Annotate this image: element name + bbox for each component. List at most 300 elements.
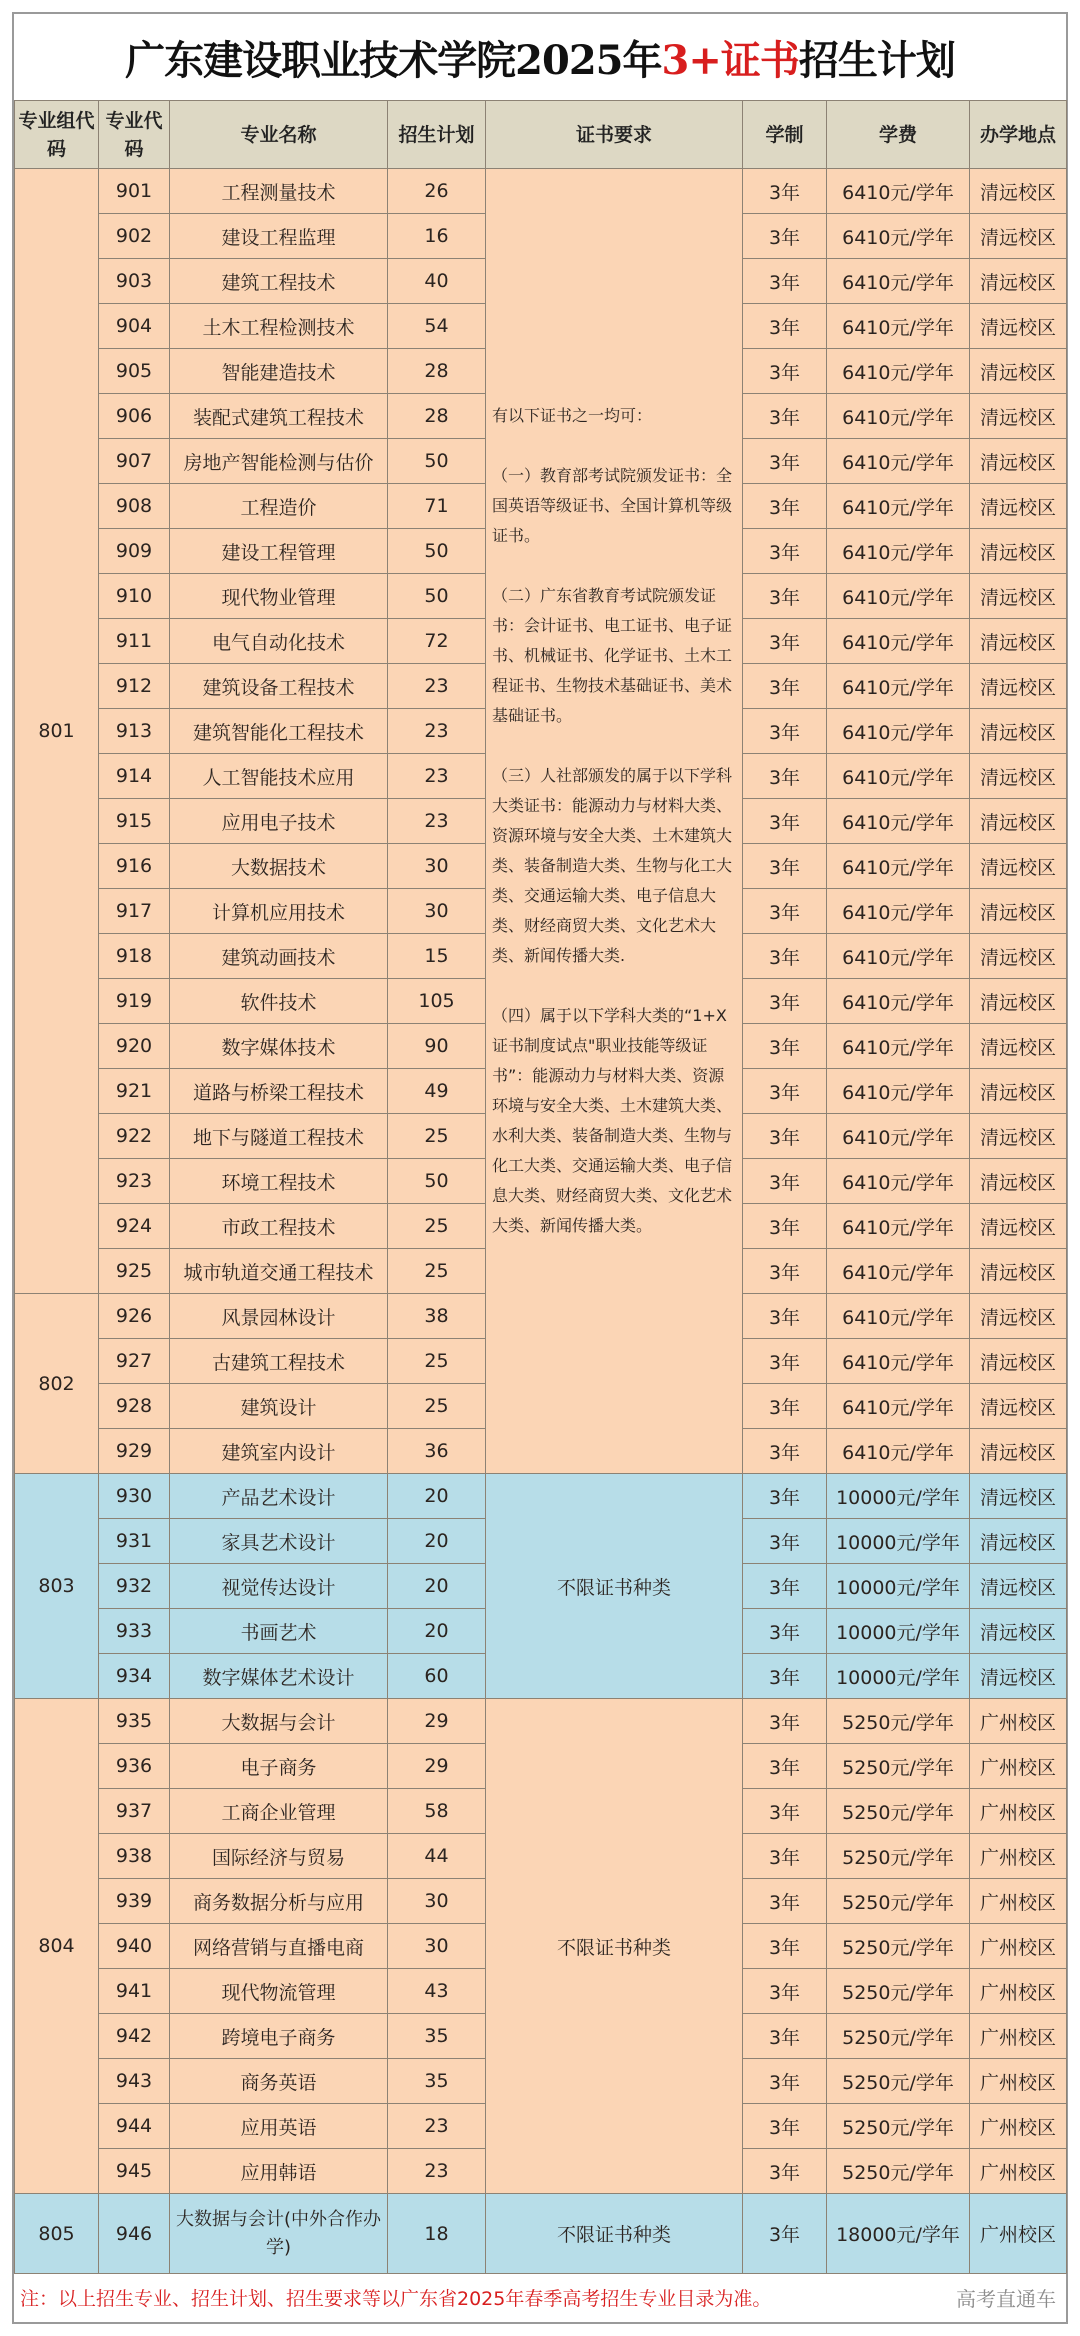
major-name-cell: 环境工程技术 [170,1159,388,1204]
major-name-cell: 数字媒体艺术设计 [170,1654,388,1699]
fee-cell: 6410元/学年 [827,709,970,754]
major-name-cell: 电气自动化技术 [170,619,388,664]
campus-cell: 广州校区 [970,2149,1067,2194]
group-code-cell: 801 [15,169,99,1294]
major-code-cell: 944 [99,2104,170,2149]
table-body [15,169,1067,2274]
years-cell: 3年 [743,664,827,709]
major-code-cell: 906 [99,394,170,439]
major-name-cell: 土木工程检测技术 [170,304,388,349]
major-code-cell: 930 [99,1474,170,1519]
plan-cell: 50 [388,529,486,574]
major-code-cell: 903 [99,259,170,304]
years-cell: 3年 [743,1969,827,2014]
plan-cell: 20 [388,1474,486,1519]
major-name-cell: 工商企业管理 [170,1789,388,1834]
years-cell: 3年 [743,304,827,349]
fee-cell: 5250元/学年 [827,1834,970,1879]
campus-cell: 清远校区 [970,169,1067,214]
years-cell: 3年 [743,754,827,799]
years-cell: 3年 [743,1114,827,1159]
plan-cell: 29 [388,1699,486,1744]
major-code-cell: 941 [99,1969,170,2014]
plan-cell: 60 [388,1654,486,1699]
major-code-cell: 904 [99,304,170,349]
fee-cell: 6410元/学年 [827,394,970,439]
header-cert: 证书要求 [486,101,743,169]
fee-cell: 6410元/学年 [827,1294,970,1339]
fee-cell: 5250元/学年 [827,1924,970,1969]
fee-cell: 6410元/学年 [827,259,970,304]
plan-cell: 20 [388,1564,486,1609]
footnote-row [14,2272,1066,2322]
major-name-cell: 商务数据分析与应用 [170,1879,388,1924]
years-cell: 3年 [743,1654,827,1699]
fee-cell: 10000元/学年 [827,1474,970,1519]
campus-cell: 清远校区 [970,709,1067,754]
years-cell: 3年 [743,439,827,484]
major-name-cell: 工程测量技术 [170,169,388,214]
major-code-cell: 926 [99,1294,170,1339]
fee-cell: 6410元/学年 [827,304,970,349]
major-name-cell: 古建筑工程技术 [170,1339,388,1384]
major-code-cell: 923 [99,1159,170,1204]
major-code-cell: 928 [99,1384,170,1429]
campus-cell: 广州校区 [970,2014,1067,2059]
years-cell: 3年 [743,529,827,574]
major-code-cell: 910 [99,574,170,619]
fee-cell: 6410元/学年 [827,439,970,484]
years-cell: 3年 [743,889,827,934]
plan-cell: 29 [388,1744,486,1789]
major-code-cell: 902 [99,214,170,259]
campus-cell: 清远校区 [970,754,1067,799]
years-cell: 3年 [743,2149,827,2194]
campus-cell: 清远校区 [970,1609,1067,1654]
cert-intro: 有以下证书之一均可： [492,406,653,425]
fee-cell: 6410元/学年 [827,979,970,1024]
major-name-cell: 家具艺术设计 [170,1519,388,1564]
fee-cell: 10000元/学年 [827,1564,970,1609]
major-name-cell: 产品艺术设计 [170,1474,388,1519]
major-code-cell: 914 [99,754,170,799]
years-cell: 3年 [743,1699,827,1744]
cert-requirement-cell [486,169,743,1474]
major-name-cell: 建筑动画技术 [170,934,388,979]
major-name-cell: 数字媒体技术 [170,1024,388,1069]
years-cell: 3年 [743,259,827,304]
fee-cell: 6410元/学年 [827,844,970,889]
major-name-cell: 市政工程技术 [170,1204,388,1249]
major-code-cell: 943 [99,2059,170,2104]
campus-cell: 广州校区 [970,1789,1067,1834]
campus-cell: 清远校区 [970,1024,1067,1069]
years-cell: 3年 [743,574,827,619]
cert-requirement-cell: 不限证书种类 [486,1699,743,2194]
header-major-code: 专业代码 [99,101,170,169]
fee-cell: 6410元/学年 [827,664,970,709]
major-code-cell: 937 [99,1789,170,1834]
campus-cell: 清远校区 [970,1519,1067,1564]
campus-cell: 清远校区 [970,799,1067,844]
title-prefix: 广东建设职业技术学院2025年 [125,36,662,84]
plan-cell: 50 [388,1159,486,1204]
years-cell: 3年 [743,844,827,889]
fee-cell: 10000元/学年 [827,1609,970,1654]
major-name-cell: 装配式建筑工程技术 [170,394,388,439]
fee-cell: 18000元/学年 [827,2194,970,2274]
major-code-cell: 917 [99,889,170,934]
fee-cell: 5250元/学年 [827,2149,970,2194]
major-name-cell: 应用电子技术 [170,799,388,844]
major-name-cell: 电子商务 [170,1744,388,1789]
campus-cell: 清远校区 [970,1429,1067,1474]
major-code-cell: 940 [99,1924,170,1969]
major-name-cell: 建设工程管理 [170,529,388,574]
plan-cell: 23 [388,2149,486,2194]
campus-cell: 清远校区 [970,214,1067,259]
campus-cell: 广州校区 [970,2194,1067,2274]
major-code-cell: 927 [99,1339,170,1384]
years-cell: 3年 [743,2014,827,2059]
major-code-cell: 905 [99,349,170,394]
major-name-cell: 建筑室内设计 [170,1429,388,1474]
fee-cell: 6410元/学年 [827,1024,970,1069]
campus-cell: 清远校区 [970,619,1067,664]
header-plan: 招生计划 [388,101,486,169]
major-code-cell: 908 [99,484,170,529]
major-code-cell: 939 [99,1879,170,1924]
campus-cell: 清远校区 [970,934,1067,979]
campus-cell: 清远校区 [970,1249,1067,1294]
campus-cell: 清远校区 [970,1564,1067,1609]
cert-item: （一）教育部考试院颁发证书：全国英语等级证书、全国计算机等级证书。 [492,466,733,545]
major-name-cell: 地下与隧道工程技术 [170,1114,388,1159]
campus-cell: 清远校区 [970,1654,1067,1699]
fee-cell: 6410元/学年 [827,1339,970,1384]
cert-item: （三）人社部颁发的属于以下学科大类证书：能源动力与材料大类、资源环境与安全大类、土木建筑大类、装备制造大类、生物与化工大类、交通运输大类、电子信息大类、财经商贸大类、文化艺术大类、新闻传播大类. [492,766,733,965]
plan-cell: 23 [388,799,486,844]
campus-cell: 清远校区 [970,574,1067,619]
fee-cell: 6410元/学年 [827,484,970,529]
years-cell: 3年 [743,1564,827,1609]
major-code-cell: 936 [99,1744,170,1789]
table-header-row [15,101,1067,169]
fee-cell: 10000元/学年 [827,1519,970,1564]
major-name-cell: 智能建造技术 [170,349,388,394]
major-name-cell: 房地产智能检测与估价 [170,439,388,484]
fee-cell: 6410元/学年 [827,214,970,259]
fee-cell: 5250元/学年 [827,2059,970,2104]
plan-cell: 23 [388,2104,486,2149]
major-code-cell: 909 [99,529,170,574]
years-cell: 3年 [743,1474,827,1519]
plan-cell: 58 [388,1789,486,1834]
years-cell: 3年 [743,979,827,1024]
group-code-cell: 805 [15,2194,99,2274]
plan-cell: 25 [388,1204,486,1249]
fee-cell: 6410元/学年 [827,1249,970,1294]
table-row [15,169,1067,214]
plan-cell: 25 [388,1249,486,1294]
campus-cell: 广州校区 [970,2104,1067,2149]
plan-cell: 16 [388,214,486,259]
fee-cell: 5250元/学年 [827,1744,970,1789]
fee-cell: 6410元/学年 [827,1069,970,1114]
header-major-name: 专业名称 [170,101,388,169]
cert-requirement-cell: 不限证书种类 [486,2194,743,2274]
page-title [14,14,1066,100]
plan-cell: 44 [388,1834,486,1879]
years-cell: 3年 [743,1744,827,1789]
footnote-text: 注：以上招生专业、招生计划、招生要求等以广东省2025年春季高考招生专业目录为准。 [20,2287,772,2310]
plan-cell: 28 [388,394,486,439]
major-name-cell: 建筑工程技术 [170,259,388,304]
campus-cell: 广州校区 [970,1744,1067,1789]
campus-cell: 清远校区 [970,889,1067,934]
major-name-cell: 建筑设计 [170,1384,388,1429]
major-code-cell: 938 [99,1834,170,1879]
fee-cell: 6410元/学年 [827,1204,970,1249]
table-row [15,1474,1067,1519]
title-highlight: 3+证书 [661,36,799,84]
header-campus: 办学地点 [970,101,1067,169]
years-cell: 3年 [743,214,827,259]
title-suffix: 招生计划 [798,36,955,84]
plan-cell: 30 [388,1879,486,1924]
campus-cell: 清远校区 [970,259,1067,304]
table-row [15,1699,1067,1744]
major-name-cell: 应用英语 [170,2104,388,2149]
campus-cell: 清远校区 [970,664,1067,709]
major-code-cell: 946 [99,2194,170,2274]
fee-cell: 6410元/学年 [827,754,970,799]
campus-cell: 清远校区 [970,1294,1067,1339]
plan-cell: 20 [388,1609,486,1654]
plan-cell: 30 [388,1924,486,1969]
fee-cell: 6410元/学年 [827,934,970,979]
years-cell: 3年 [743,2194,827,2274]
campus-cell: 清远校区 [970,1114,1067,1159]
major-code-cell: 935 [99,1699,170,1744]
fee-cell: 6410元/学年 [827,799,970,844]
years-cell: 3年 [743,484,827,529]
years-cell: 3年 [743,1924,827,1969]
fee-cell: 6410元/学年 [827,1159,970,1204]
campus-cell: 清远校区 [970,394,1067,439]
campus-cell: 清远校区 [970,484,1067,529]
enrollment-plan-sheet [12,12,1068,2324]
campus-cell: 清远校区 [970,1069,1067,1114]
major-name-cell: 国际经济与贸易 [170,1834,388,1879]
major-name-cell: 网络营销与直播电商 [170,1924,388,1969]
years-cell: 3年 [743,1024,827,1069]
major-name-cell: 应用韩语 [170,2149,388,2194]
campus-cell: 清远校区 [970,979,1067,1024]
plan-cell: 30 [388,889,486,934]
major-code-cell: 929 [99,1429,170,1474]
major-name-cell: 书画艺术 [170,1609,388,1654]
fee-cell: 5250元/学年 [827,1789,970,1834]
years-cell: 3年 [743,1789,827,1834]
plan-cell: 20 [388,1519,486,1564]
years-cell: 3年 [743,1429,827,1474]
major-code-cell: 922 [99,1114,170,1159]
major-code-cell: 919 [99,979,170,1024]
major-code-cell: 915 [99,799,170,844]
major-code-cell: 934 [99,1654,170,1699]
years-cell: 3年 [743,1609,827,1654]
plan-cell: 18 [388,2194,486,2274]
major-code-cell: 933 [99,1609,170,1654]
plan-cell: 43 [388,1969,486,2014]
campus-cell: 清远校区 [970,349,1067,394]
header-fee: 学费 [827,101,970,169]
plan-cell: 35 [388,2014,486,2059]
campus-cell: 广州校区 [970,1924,1067,1969]
fee-cell: 6410元/学年 [827,349,970,394]
plan-cell: 23 [388,664,486,709]
major-code-cell: 924 [99,1204,170,1249]
major-name-cell: 建设工程监理 [170,214,388,259]
major-code-cell: 918 [99,934,170,979]
plan-cell: 26 [388,169,486,214]
years-cell: 3年 [743,934,827,979]
years-cell: 3年 [743,394,827,439]
years-cell: 3年 [743,619,827,664]
cert-requirement-cell: 不限证书种类 [486,1474,743,1699]
major-name-cell: 城市轨道交通工程技术 [170,1249,388,1294]
group-code-cell: 804 [15,1699,99,2194]
cert-item: （四）属于以下学科大类的“1+X证书制度试点"职业技能等级证书”：能源动力与材料大类、资源环境与安全大类、土木建筑大类、水利大类、装备制造大类、生物与化工大类、交通运输大类、电子信息大类、财经商贸大类、文化艺术大类、新闻传播大类。 [492,1006,733,1235]
plan-cell: 25 [388,1384,486,1429]
plan-cell: 50 [388,439,486,484]
watermark: 高考直通车 [956,2286,1056,2311]
major-code-cell: 907 [99,439,170,484]
years-cell: 3年 [743,799,827,844]
group-code-cell: 802 [15,1294,99,1474]
major-name-cell: 计算机应用技术 [170,889,388,934]
major-code-cell: 942 [99,2014,170,2059]
major-code-cell: 912 [99,664,170,709]
plan-cell: 71 [388,484,486,529]
fee-cell: 6410元/学年 [827,574,970,619]
major-name-cell: 建筑智能化工程技术 [170,709,388,754]
years-cell: 3年 [743,2059,827,2104]
major-name-cell: 道路与桥梁工程技术 [170,1069,388,1114]
fee-cell: 5250元/学年 [827,2104,970,2149]
campus-cell: 清远校区 [970,304,1067,349]
enrollment-table [14,100,1067,2274]
plan-cell: 72 [388,619,486,664]
years-cell: 3年 [743,169,827,214]
major-name-cell: 人工智能技术应用 [170,754,388,799]
fee-cell: 10000元/学年 [827,1654,970,1699]
years-cell: 3年 [743,1249,827,1294]
years-cell: 3年 [743,1834,827,1879]
fee-cell: 6410元/学年 [827,529,970,574]
major-code-cell: 925 [99,1249,170,1294]
fee-cell: 5250元/学年 [827,2014,970,2059]
campus-cell: 清远校区 [970,1159,1067,1204]
major-code-cell: 913 [99,709,170,754]
campus-cell: 清远校区 [970,844,1067,889]
fee-cell: 6410元/学年 [827,1384,970,1429]
plan-cell: 23 [388,709,486,754]
fee-cell: 5250元/学年 [827,1879,970,1924]
major-name-cell: 现代物流管理 [170,1969,388,2014]
major-name-cell: 软件技术 [170,979,388,1024]
years-cell: 3年 [743,349,827,394]
plan-cell: 30 [388,844,486,889]
plan-cell: 35 [388,2059,486,2104]
major-name-cell: 商务英语 [170,2059,388,2104]
major-code-cell: 945 [99,2149,170,2194]
plan-cell: 49 [388,1069,486,1114]
campus-cell: 广州校区 [970,2059,1067,2104]
major-code-cell: 921 [99,1069,170,1114]
plan-cell: 15 [388,934,486,979]
campus-cell: 广州校区 [970,1699,1067,1744]
major-name-cell: 大数据与会计(中外合作办学) [170,2194,388,2274]
years-cell: 3年 [743,2104,827,2149]
major-code-cell: 901 [99,169,170,214]
fee-cell: 6410元/学年 [827,169,970,214]
major-code-cell: 916 [99,844,170,889]
header-years: 学制 [743,101,827,169]
major-name-cell: 建筑设备工程技术 [170,664,388,709]
campus-cell: 广州校区 [970,1969,1067,2014]
years-cell: 3年 [743,1519,827,1564]
fee-cell: 6410元/学年 [827,1114,970,1159]
campus-cell: 广州校区 [970,1834,1067,1879]
cert-item: （二）广东省教育考试院颁发证书：会计证书、电工证书、电子证书、机械证书、化学证书、土木工程证书、生物技术基础证书、美术基础证书。 [492,586,733,725]
plan-cell: 90 [388,1024,486,1069]
campus-cell: 广州校区 [970,1879,1067,1924]
plan-cell: 25 [388,1114,486,1159]
major-name-cell: 大数据与会计 [170,1699,388,1744]
plan-cell: 105 [388,979,486,1024]
major-name-cell: 现代物业管理 [170,574,388,619]
major-name-cell: 工程造价 [170,484,388,529]
plan-cell: 54 [388,304,486,349]
plan-cell: 50 [388,574,486,619]
fee-cell: 5250元/学年 [827,1969,970,2014]
table-row [15,2194,1067,2274]
years-cell: 3年 [743,1159,827,1204]
fee-cell: 5250元/学年 [827,1699,970,1744]
years-cell: 3年 [743,1204,827,1249]
campus-cell: 清远校区 [970,1204,1067,1249]
major-name-cell: 视觉传达设计 [170,1564,388,1609]
plan-cell: 36 [388,1429,486,1474]
campus-cell: 清远校区 [970,529,1067,574]
major-name-cell: 跨境电子商务 [170,2014,388,2059]
major-name-cell: 大数据技术 [170,844,388,889]
major-code-cell: 932 [99,1564,170,1609]
years-cell: 3年 [743,1879,827,1924]
major-code-cell: 911 [99,619,170,664]
campus-cell: 清远校区 [970,1384,1067,1429]
plan-cell: 25 [388,1339,486,1384]
campus-cell: 清远校区 [970,1339,1067,1384]
years-cell: 3年 [743,1294,827,1339]
campus-cell: 清远校区 [970,1474,1067,1519]
years-cell: 3年 [743,709,827,754]
fee-cell: 6410元/学年 [827,619,970,664]
campus-cell: 清远校区 [970,439,1067,484]
plan-cell: 38 [388,1294,486,1339]
